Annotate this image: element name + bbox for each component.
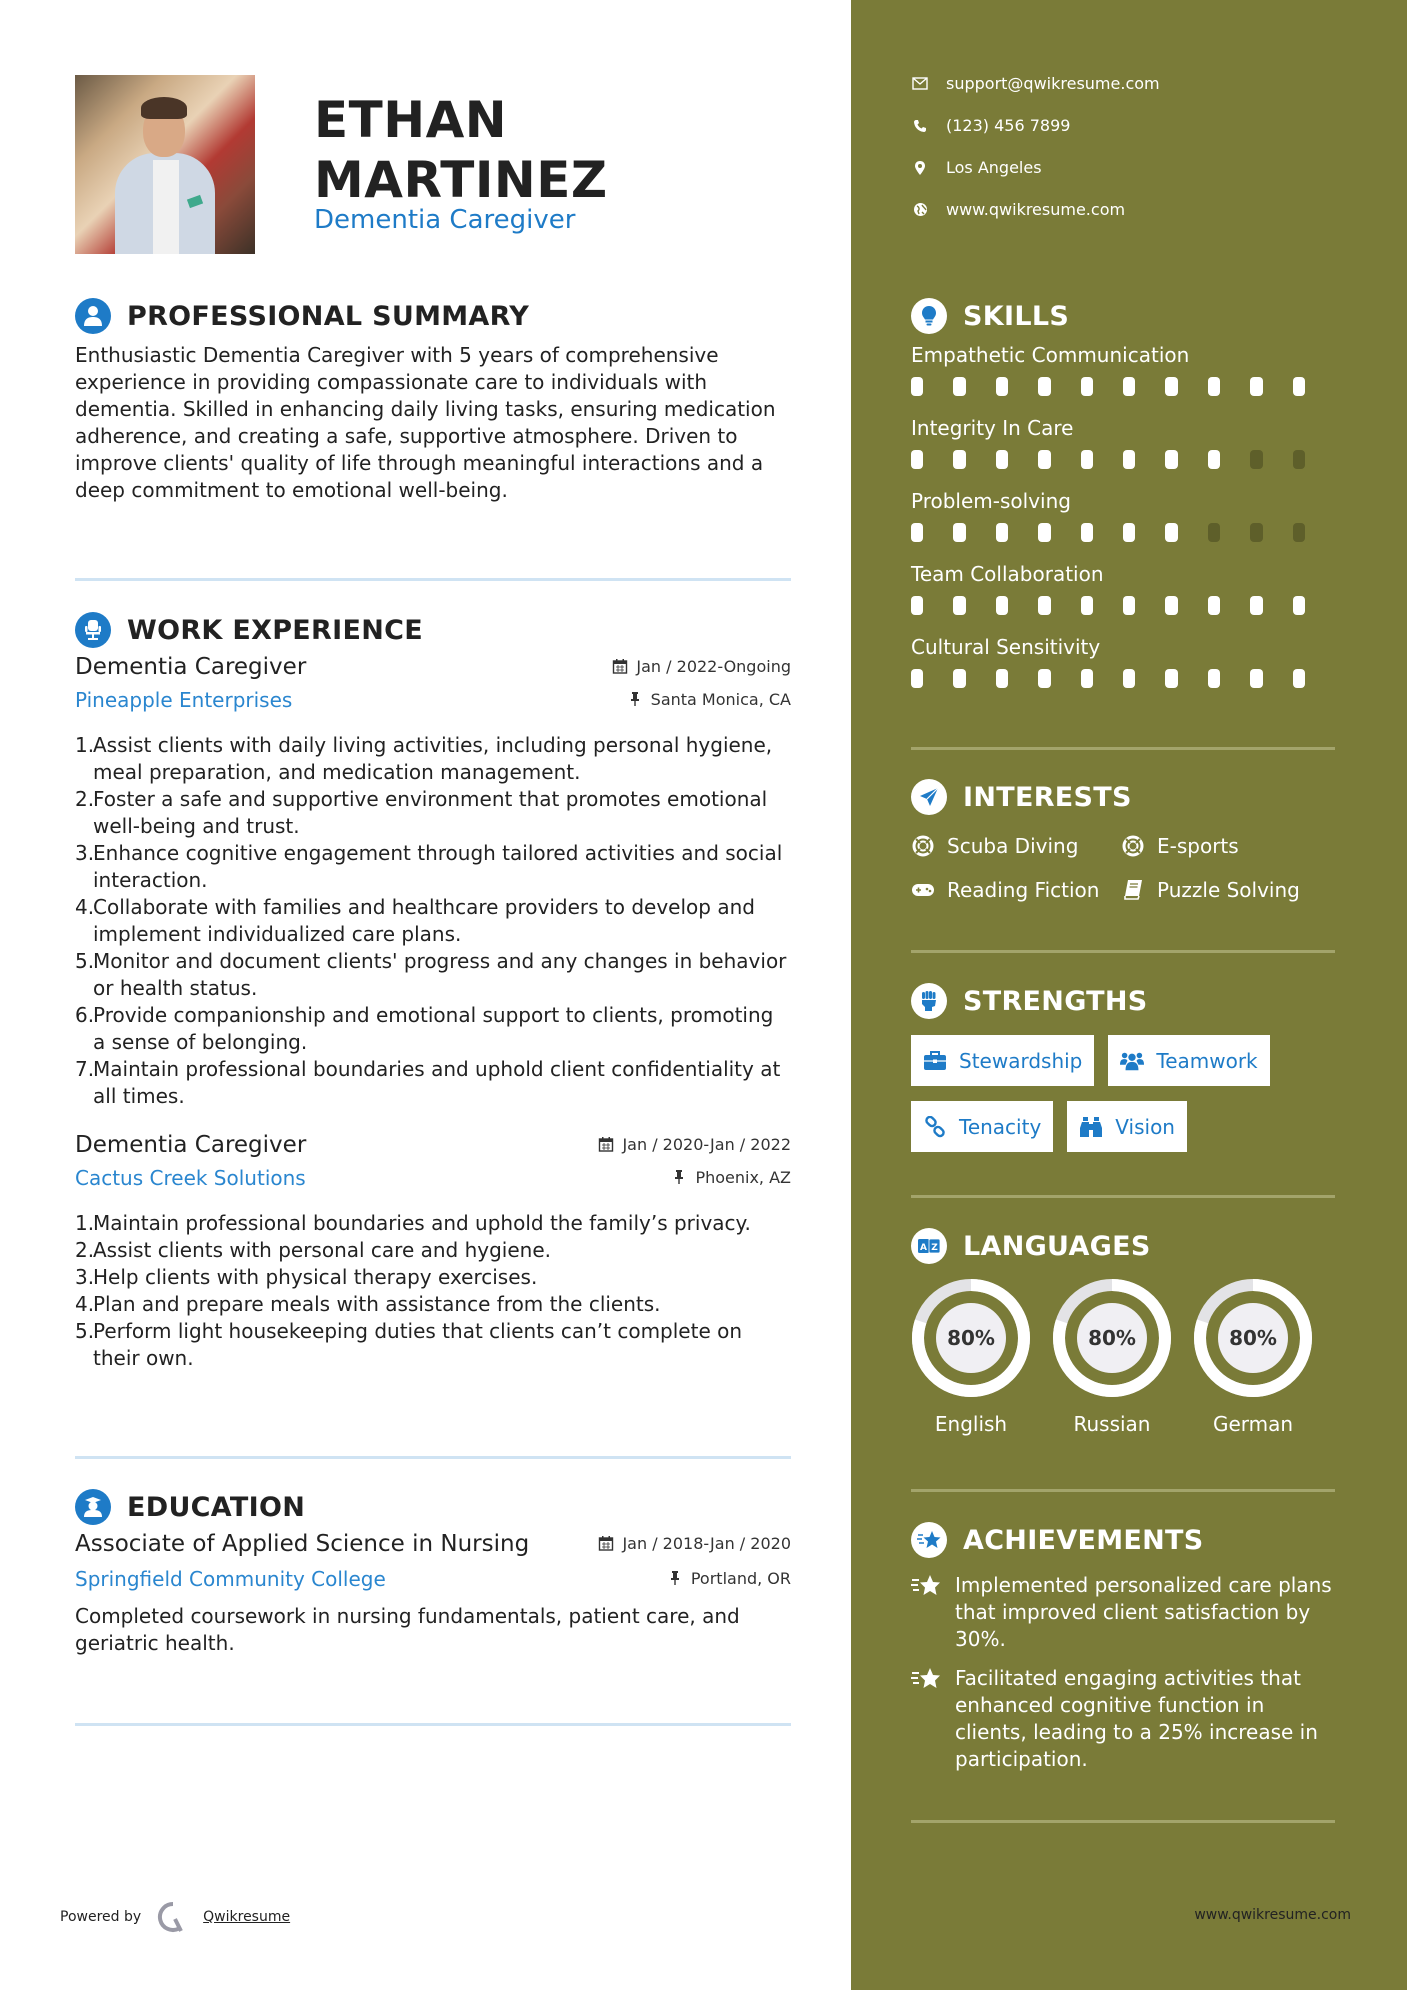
duty-item: 3. Enhance cognitive engagement through tailored activities and social interaction.: [75, 841, 783, 892]
education-description: Completed coursework in nursing fundamentals, patient care, and geriatric health.: [75, 1604, 740, 1655]
language-percent: 80%: [936, 1303, 1006, 1373]
education-heading: EDUCATION: [127, 1491, 306, 1523]
job-title: Dementia Caregiver: [314, 205, 576, 235]
interests-list: [911, 831, 1335, 904]
map-marker-icon: [911, 159, 929, 177]
job-entry-company: Cactus Creek Solutions: [75, 1166, 306, 1190]
skill-rating: [911, 516, 1335, 559]
interest-item: E-sports: [1121, 831, 1321, 860]
skill-name: Integrity In Care: [911, 416, 1074, 440]
users-icon: [1120, 1049, 1144, 1073]
education-section: [75, 1487, 791, 1657]
languages-section: [911, 1226, 1335, 1436]
svg-text:A: A: [920, 1243, 927, 1253]
calendar-icon: [598, 1535, 614, 1551]
education-entry: [75, 1531, 791, 1657]
interest-item: Scuba Diving: [911, 831, 1121, 860]
powered-by: [60, 1901, 290, 1933]
duties-list: [75, 732, 791, 1110]
duty-item: 1. Assist clients with daily living activities, including personal hygiene, meal preparation, and medication management.: [75, 733, 773, 784]
job-entry-title: Dementia Caregiver: [75, 654, 307, 680]
skill-item: [911, 486, 1335, 559]
job-dates: Jan / 2022-Ongoing: [612, 657, 791, 676]
language-name: German: [1212, 1412, 1294, 1436]
languages-list: [911, 1278, 1335, 1436]
language-progress-ring: [1193, 1278, 1313, 1398]
skill-rating: [911, 370, 1335, 413]
duty-item: 5. Monitor and document clients' progress and any changes in behavior or health status.: [75, 949, 787, 1000]
life-ring-icon: [911, 834, 935, 858]
duty-item: 1. Maintain professional boundaries and uphold the family’s privacy.: [75, 1211, 751, 1235]
job-location: Phoenix, AZ: [671, 1168, 791, 1187]
section-divider: [911, 747, 1335, 750]
language-progress-ring: [911, 1278, 1031, 1398]
skill-rating: [911, 662, 1335, 705]
contact-location: Los Angeles: [911, 158, 1042, 177]
duty-item: 2. Assist clients with personal care and hygiene.: [75, 1238, 552, 1262]
globe-icon: [911, 201, 929, 219]
language-item: [1052, 1278, 1172, 1436]
duty-item: 4. Collaborate with families and healthcare providers to develop and implement individualized care plans.: [75, 895, 755, 946]
interest-item: Puzzle Solving: [1121, 875, 1321, 904]
duty-item: 7. Maintain professional boundaries and uphold client confidentiality at all times.: [75, 1057, 781, 1108]
skill-name: Cultural Sensitivity: [911, 635, 1101, 659]
candidate-name: [314, 90, 608, 210]
duty-item: 2. Foster a safe and supportive environment that promotes emotional well-being and trust.: [75, 787, 768, 838]
duty-item: 3. Help clients with physical therapy exercises.: [75, 1265, 538, 1289]
contact-phone: (123) 456 7899: [911, 116, 1070, 135]
section-divider: [75, 1456, 791, 1459]
section-divider: [75, 1723, 791, 1726]
degree-title: Associate of Applied Science in Nursing: [75, 1531, 530, 1557]
duties-list: [75, 1210, 791, 1372]
achievement-item: Facilitated engaging activities that enhanced cognitive function in clients, leading to a 25% increase in participation.: [911, 1665, 1335, 1773]
shooting-star-icon: [911, 1572, 941, 1602]
pushpin-icon: [627, 691, 643, 707]
languages-heading: LANGUAGES: [963, 1230, 1151, 1262]
skill-rating: [911, 589, 1335, 632]
job-entry: [75, 654, 791, 1110]
job-entry-company: Pineapple Enterprises: [75, 688, 293, 712]
duty-item: 4. Plan and prepare meals with assistance from the clients.: [75, 1292, 661, 1316]
experience-section: [75, 610, 791, 1372]
translate-icon: [911, 1228, 947, 1264]
user-icon: [75, 298, 111, 334]
binoculars-icon: [1079, 1115, 1103, 1139]
skills-section: [911, 296, 1335, 705]
interests-section: [911, 777, 1335, 904]
paper-plane-icon: [911, 779, 947, 815]
skill-rating: [911, 443, 1335, 486]
svg-text:Z: Z: [931, 1243, 938, 1253]
skills-heading: SKILLS: [963, 300, 1070, 332]
job-entry: [75, 1132, 791, 1372]
office-chair-icon: [75, 612, 111, 648]
name-first: ETHAN: [314, 91, 508, 149]
skill-name: Problem-solving: [911, 489, 1071, 513]
school-name: Springfield Community College: [75, 1567, 386, 1591]
summary-heading: PROFESSIONAL SUMMARY: [127, 300, 530, 332]
interest-item: Reading Fiction: [911, 875, 1121, 904]
briefcase-icon: [923, 1049, 947, 1073]
duty-item: 5. Perform light housekeeping duties that clients can’t complete on their own.: [75, 1319, 743, 1370]
summary-text: Enthusiastic Dementia Caregiver with 5 years of comprehensive experience in providing compassionate care to individuals with dementia. Skilled in enhancing daily living tasks, ensuring medication adherence, and creating a safe, supportive atmosphere. Driven to improve clients' quality of life through meaningful interactions and a deep commitment to emotional well-being.: [75, 343, 776, 502]
language-percent: 80%: [1077, 1303, 1147, 1373]
strength-badge: Stewardship: [911, 1035, 1094, 1086]
skill-item: [911, 559, 1335, 632]
language-name: English: [934, 1412, 1008, 1436]
skill-name: Team Collaboration: [911, 562, 1104, 586]
job-entry-title: Dementia Caregiver: [75, 1132, 307, 1158]
contact-website: www.qwikresume.com: [911, 200, 1125, 219]
name-last: MARTINEZ: [314, 151, 608, 209]
book-icon: [1121, 878, 1145, 902]
phone-icon: [911, 117, 929, 135]
achievements-list: [911, 1572, 1335, 1773]
experience-heading: WORK EXPERIENCE: [127, 614, 423, 646]
duty-item: 6. Provide companionship and emotional support to clients, promoting a sense of belonging.: [75, 1003, 774, 1054]
skill-name: Empathetic Communication: [911, 343, 1190, 367]
section-divider: [911, 1489, 1335, 1492]
envelope-icon: [911, 75, 929, 93]
strength-badge: Vision: [1067, 1101, 1187, 1152]
skills-list: [911, 340, 1335, 705]
footer-website[interactable]: www.qwikresume.com: [1194, 1907, 1351, 1923]
skill-item: [911, 632, 1335, 705]
interests-heading: INTERESTS: [963, 781, 1132, 813]
calendar-icon: [612, 658, 628, 674]
language-item: [1193, 1278, 1313, 1436]
summary-section: [75, 296, 791, 504]
education-location: Portland, OR: [667, 1569, 791, 1588]
contact-email: support@qwikresume.com: [911, 74, 1160, 93]
profile-photo: [75, 75, 255, 254]
sidebar: [851, 0, 1407, 1990]
powered-by-label: Powered by: [60, 1909, 142, 1925]
achievements-section: [911, 1520, 1335, 1773]
qwikresume-link[interactable]: Qwikresume: [203, 1909, 291, 1925]
achievement-item: Implemented personalized care plans that improved client satisfaction by 30%.: [911, 1572, 1335, 1653]
strength-badge: Tenacity: [911, 1101, 1053, 1152]
section-divider: [911, 1820, 1335, 1823]
job-dates: Jan / 2020-Jan / 2022: [598, 1135, 791, 1154]
skill-item: [911, 413, 1335, 486]
strengths-heading: STRENGTHS: [963, 985, 1148, 1017]
link-icon: [923, 1115, 947, 1139]
achievements-heading: ACHIEVEMENTS: [963, 1524, 1204, 1556]
section-divider: [911, 1195, 1335, 1198]
calendar-icon: [598, 1136, 614, 1152]
lightbulb-icon: [911, 298, 947, 334]
language-item: [911, 1278, 1031, 1436]
pushpin-icon: [667, 1570, 683, 1586]
life-ring-icon: [1121, 834, 1145, 858]
pushpin-icon: [671, 1169, 687, 1185]
language-name: Russian: [1073, 1412, 1151, 1436]
qwikresume-logo-icon: [157, 1901, 189, 1933]
strengths-list: [911, 1035, 1335, 1167]
shooting-star-icon: [911, 1665, 941, 1695]
job-location: Santa Monica, CA: [627, 690, 791, 709]
graduate-icon: [75, 1489, 111, 1525]
raised-fist-icon: [911, 983, 947, 1019]
education-dates: Jan / 2018-Jan / 2020: [598, 1534, 791, 1553]
language-percent: 80%: [1218, 1303, 1288, 1373]
strength-badge: Teamwork: [1108, 1035, 1269, 1086]
strengths-section: [911, 981, 1335, 1167]
skill-item: [911, 340, 1335, 413]
shooting-star-icon: [911, 1522, 947, 1558]
language-progress-ring: [1052, 1278, 1172, 1398]
section-divider: [911, 950, 1335, 953]
gamepad-icon: [911, 878, 935, 902]
section-divider: [75, 578, 791, 581]
